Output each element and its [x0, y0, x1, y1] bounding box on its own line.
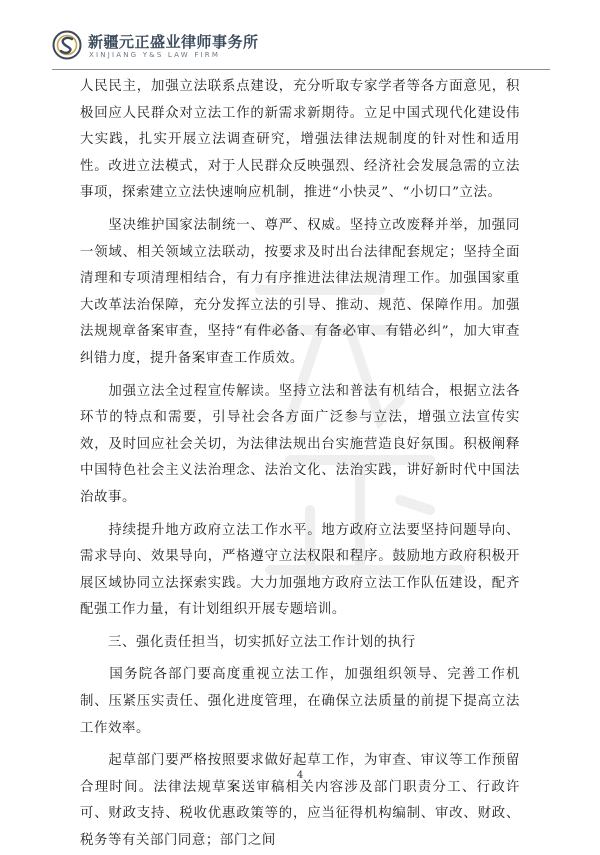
firm-name-english: XINJIANG Y&S LAW FIRM [89, 51, 221, 59]
firm-logo-icon [52, 30, 82, 60]
paragraph-1: 人民民主，加强立法联系点建设，充分听取专家学者等各方面意见，积极回应人民群众对立法工作的新需求新期待。立足中国式现代化建设伟大实践，扎实开展立法调查研究，增强法律法规制度的针对性和适用性。改进立法模式，对于人民群众反映强烈、经济社会发展急需的立法事项，探索建立立法快速响应机制，推进“小快灵”、“小切口”立法。 [80, 79, 520, 201]
paragraph-6: 起草部门要严格按照要求做好起草工作，为审查、审议等工作预留合理时间。法律法规草案送审稿相关内容涉及部门职责分工、行政许可、财政支持、税收优惠政策等的，应当征得机构编制、审改、财政、税务等有关部门同意；部门之间 [80, 753, 520, 849]
header-divider [52, 69, 550, 70]
paragraph-5: 国务院各部门要高度重视立法工作，加强组织领导、完善工作机制、压紧压实责任、强化进度管理，在确保立法质量的前提下提高立法工作效率。 [80, 667, 520, 736]
section-heading: 三、强化责任担当，切实抓好立法工作计划的执行 [80, 634, 416, 650]
paragraph-2: 坚决维护国家法制统一、尊严、权威。坚持立改废释并举，加强同一领域、相关领域立法联动，按要求及时出台法律配套规定；坚持全面清理和专项清理相结合，有力有序推进法律法规清理工作。加强国家重大改革法治保障，充分发挥立法的引导、推动、规范、保障作用。加强法规规章备案审查，坚持“有件必备、有备必审、有错必纠”，加大审查纠错力度，提升备案审查工作质效。 [80, 217, 520, 366]
paragraph-4: 持续提升地方政府立法工作水平。地方政府立法要坚持问题导向、需求导向、效果导向，严格遵守立法权限和程序。鼓励地方政府积极开展区域协同立法探索实践。大力加强地方政府立法工作队伍建设，配齐配强工作力量，有计划组织开展专题培训。 [80, 522, 520, 618]
page-number: 4 [296, 770, 304, 781]
document-body [80, 74, 520, 855]
page-header [0, 0, 600, 78]
firm-name-chinese: 新疆元正盛业律师事务所 [88, 33, 259, 51]
paragraph-3: 加强立法全过程宣传解读。坚持立法和普法有机结合，根据立法各环节的特点和需要，引导社会各方面广泛参与立法，增强立法宣传实效，及时回应社会关切，为法律法规出台实施营造良好氛围。积极阐释中国特色社会主义法治理念、法治文化、法治实践，讲好新时代中国法治故事。 [80, 383, 520, 505]
